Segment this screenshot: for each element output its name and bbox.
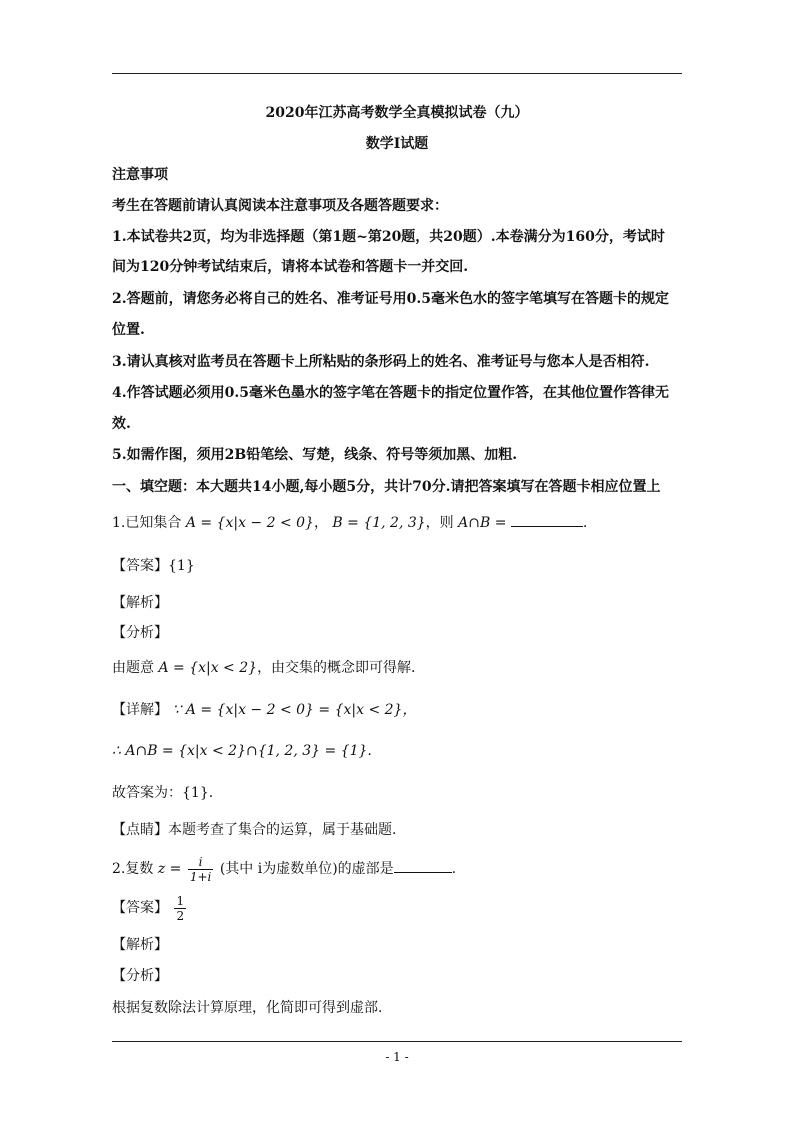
footer-rule <box>112 1041 682 1042</box>
q1-set-a: A = {x|x − 2 < 0} <box>185 515 314 531</box>
header-rule <box>112 73 682 74</box>
q1-detail <box>112 700 682 720</box>
q1-comment <box>112 820 682 840</box>
q2-fraction <box>188 855 214 884</box>
analysis-label: 【解析】 <box>112 595 168 611</box>
page-number: - 1 - <box>385 1050 409 1064</box>
section-heading: 一、填空题：本大题共14小题,每小题5分，共计70分.请把答案填写在答题卡相应位置上 <box>112 479 661 495</box>
q2-answer-num: 1 <box>176 893 185 908</box>
q2-stem-prefix: 2.复数 <box>112 861 154 877</box>
notice-item: 4.作答试题必须用0.5毫米色墨水的签字笔在答题卡的指定位置作答，在其他位置作答律无 <box>112 385 669 401</box>
q2-fenxi: 根据复数除法计算原理，化简即可得到虚部. <box>112 1000 383 1016</box>
q1-detail-math: ∵ A = {x|x − 2 < 0} = {x|x < 2}， <box>172 702 417 718</box>
q1-intersect: A∩B = <box>458 515 511 531</box>
page-title: 2020年江苏高考数学全真模拟试卷（九） <box>265 105 529 121</box>
q1-answer: {1} <box>168 558 195 574</box>
q1-answer-blank <box>511 514 583 527</box>
fenxi-label: 【分析】 <box>112 968 168 984</box>
q1-therefore-math: ∴ A∩B = {x|x < 2}∩{1, 2, 3} = {1}. <box>112 743 372 759</box>
q1-fenxi <box>112 658 682 678</box>
q2-answer-den: 2 <box>176 908 185 923</box>
notice-item: 5.如需作图，须用2B铅笔绘、写楚，线条、符号等须加黑、加粗. <box>112 447 518 463</box>
notice-item: 1.本试卷共2页，均为非选择题（第1题~第20题，共20题）.本卷满分为160分，考试时 <box>112 229 665 245</box>
q2-z-eq: z = <box>157 861 182 877</box>
q1-therefore <box>112 741 682 761</box>
q2-answer-row <box>112 890 682 926</box>
notice-item: 间为120分钟考试结束后，请将本试卷和答题卡一并交回. <box>112 259 469 275</box>
notice-item: 位置. <box>112 322 145 338</box>
q1-mid: ，则 <box>425 515 454 531</box>
q1-stem-prefix: 1.已知集合 <box>112 515 182 531</box>
q1-answer-row <box>112 556 682 576</box>
answer-label: 【答案】 <box>112 558 168 574</box>
answer-label: 【答案】 <box>112 900 168 916</box>
notice-item: 3.请认真核对监考员在答题卡上所粘贴的条形码上的姓名、准考证号与您本人是否相符. <box>112 354 650 370</box>
q1-sep: ， <box>313 515 328 531</box>
q1-end: . <box>582 515 588 531</box>
q2-end: . <box>451 861 457 877</box>
notice-item: 效. <box>112 416 131 432</box>
q1-fenxi-set: A = {x|x < 2} <box>158 660 258 676</box>
analysis-label: 【解析】 <box>112 937 168 953</box>
q2-frac-num: i <box>188 855 214 870</box>
comment-label: 【点睛】 <box>112 822 168 838</box>
q2-stem <box>112 851 682 887</box>
notice-heading: 注意事项 <box>112 167 168 183</box>
q1-set-b: B = {1, 2, 3} <box>332 515 426 531</box>
q2-answer-blank <box>394 860 452 873</box>
q1-fenxi-suffix: ，由交集的概念即可得解. <box>257 660 416 676</box>
q1-comment-text: 本题考查了集合的运算，属于基础题. <box>168 822 397 838</box>
q1-fenxi-prefix: 由题意 <box>112 660 154 676</box>
q1-stem <box>112 513 682 533</box>
notice-intro: 考生在答题前请认真阅读本注意事项及各题答题要求： <box>112 198 448 214</box>
q2-stem-suffix: (其中 i为虚数单位)的虚部是 <box>219 861 394 877</box>
q2-answer-fraction <box>174 894 186 923</box>
fenxi-label: 【分析】 <box>112 625 168 641</box>
detail-label: 【详解】 <box>112 702 168 718</box>
notice-item: 2.答题前，请您务必将自己的姓名、准考证号用0.5毫米色水的签字笔填写在答题卡的规定 <box>112 291 669 307</box>
page-subtitle: 数学Ⅰ试题 <box>365 136 429 152</box>
q1-conclusion: 故答案为：{1}. <box>112 785 214 801</box>
q2-frac-den: 1+i <box>189 869 212 884</box>
